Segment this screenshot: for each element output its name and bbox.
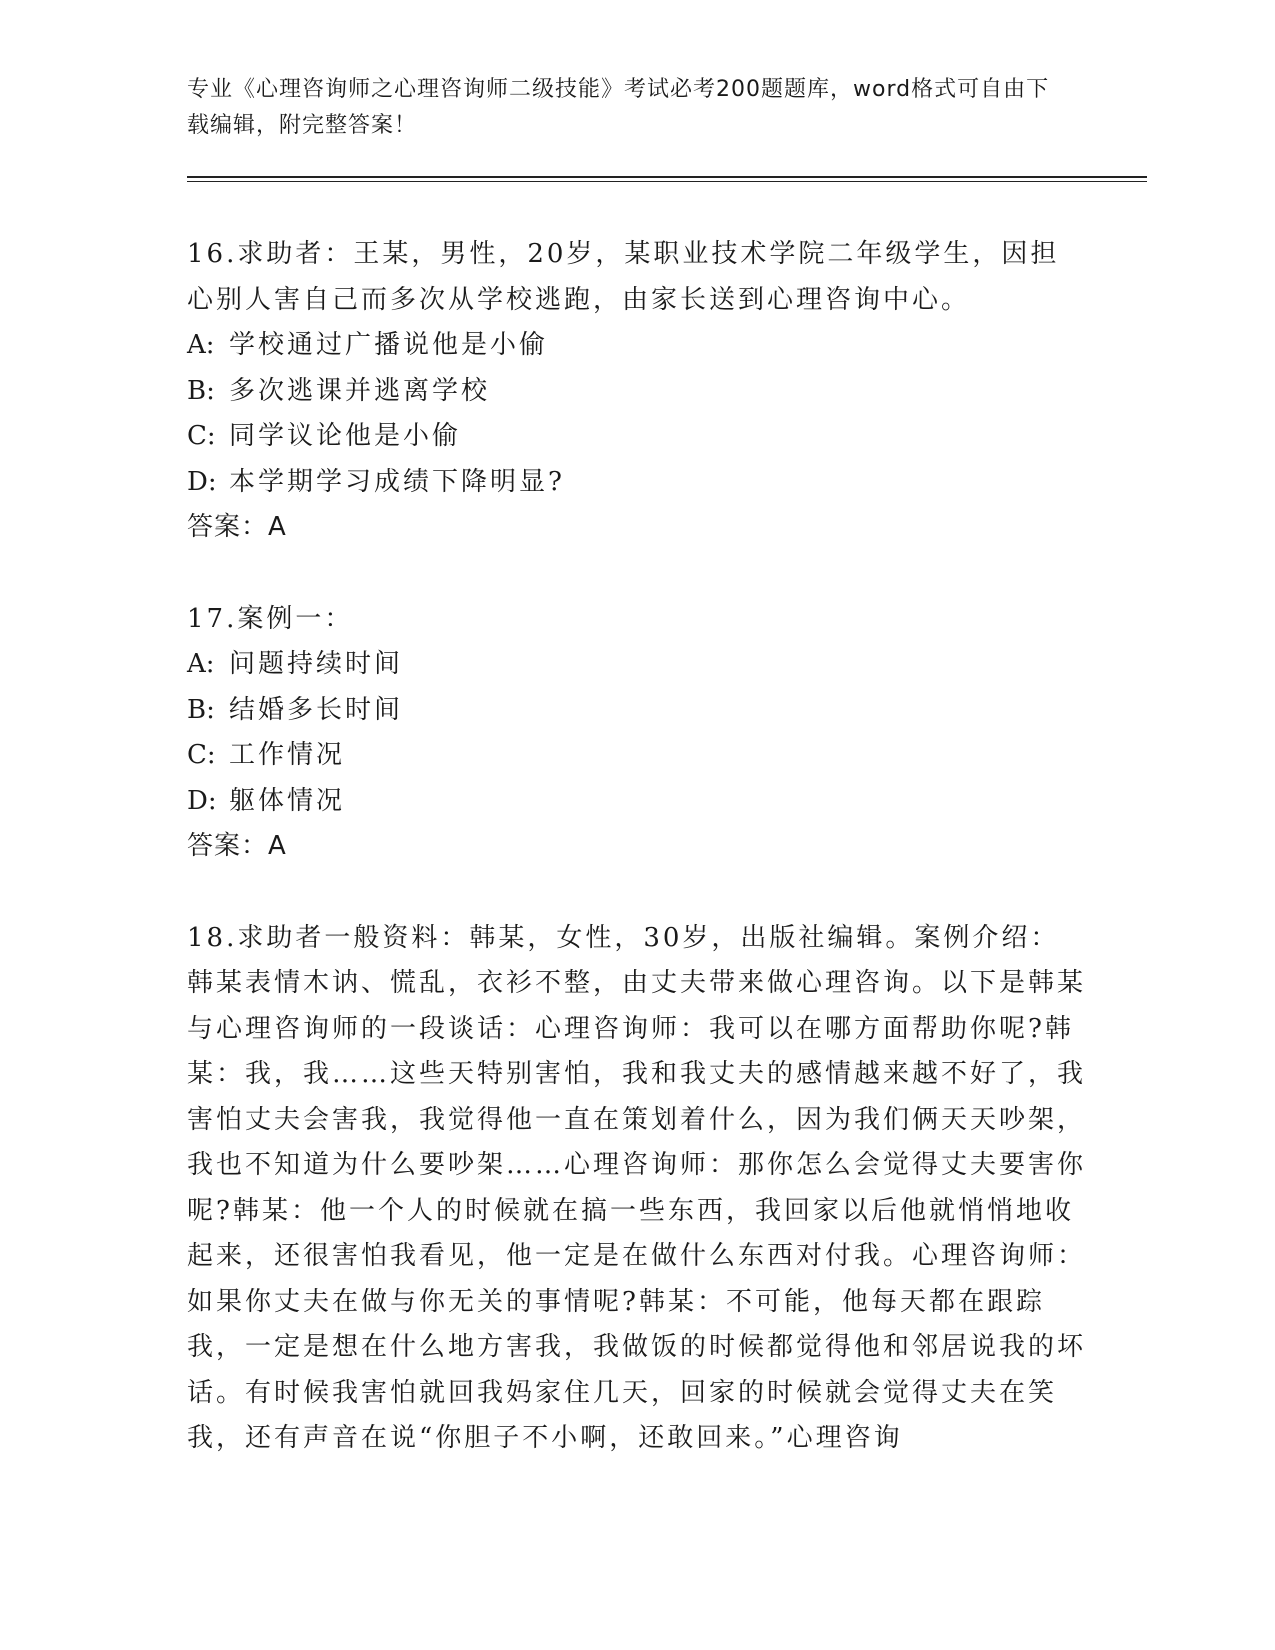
option-text: 躯体情况 [229, 785, 346, 816]
option-text: 结婚多长时间 [229, 694, 404, 725]
answer-line: 答案：A [187, 831, 287, 861]
header-divider-thick [187, 176, 1147, 178]
option-key: D: [187, 785, 217, 816]
question-18 [187, 916, 1087, 1462]
question-stem: 17.案例一： [187, 603, 354, 634]
option-text: 工作情况 [229, 740, 346, 770]
option-key: A: [187, 649, 215, 679]
header-divider-thin [187, 181, 1147, 182]
option-b [187, 369, 1087, 415]
question-list [187, 232, 1087, 1508]
option-c [187, 733, 1087, 779]
option-d [187, 460, 1087, 506]
option-key: B: [187, 375, 215, 406]
question-17 [187, 597, 1087, 870]
option-key: D: [187, 466, 217, 497]
option-a [187, 323, 1087, 369]
question-stem: 18.求助者一般资料：韩某，女性，30岁，出版社编辑。案例介绍：韩某表情木讷、慌乱，衣衫不整，由丈夫带来做心理咨询。以下是韩某与心理咨询师的一段谈话：心理咨询师：我可以在哪方面帮助你呢?韩某：我，我……这些天特别害怕，我和我丈夫的感情越来越不好了，我害怕丈夫会害我，我觉得他一直在策划着什么，因为我们俩天天吵架，我也不知道为什么要吵架……心理咨询师：那你怎么会觉得丈夫要害你呢?韩某：他一个人的时候就在搞一些东西，我回家以后他就悄悄地收起来，还很害怕我看见，他一定是在做什么东西对付我。心理咨询师：如果你丈夫在做与你无关的事情呢?韩某：不可能，他每天都在跟踪我，一定是想在什么地方害我，我做饭的时候都觉得他和邻居说我的坏话。有时候我害怕就回我妈家住几天，回家的时候就会觉得丈夫在笑我，还有声音在说“你胆子不小啊，还敢回来。”心理咨询 [187, 922, 1087, 1453]
answer-line: 答案：A [187, 512, 287, 542]
option-c [187, 414, 1087, 460]
option-text: 本学期学习成绩下降明显? [229, 466, 565, 497]
option-text: 学校通过广播说他是小偷 [229, 330, 549, 360]
question-16 [187, 232, 1087, 551]
option-d [187, 779, 1087, 825]
question-stem: 16.求助者：王某，男性，20岁，某职业技术学院二年级学生，因担心别人害自己而多次从学校逃跑，由家长送到心理咨询中心。 [187, 239, 1060, 315]
option-key: C: [187, 740, 216, 770]
option-text: 多次逃课并逃离学校 [229, 375, 491, 406]
option-text: 同学议论他是小偷 [229, 421, 462, 451]
option-text: 问题持续时间 [229, 649, 404, 679]
document-header: 专业《心理咨询师之心理咨询师二级技能》考试必考200题题库，word格式可自由下载编辑，附完整答案！ [187, 77, 1050, 138]
option-key: A: [187, 330, 215, 360]
option-key: B: [187, 694, 215, 725]
option-key: C: [187, 421, 216, 451]
option-b [187, 688, 1087, 734]
option-a [187, 642, 1087, 688]
